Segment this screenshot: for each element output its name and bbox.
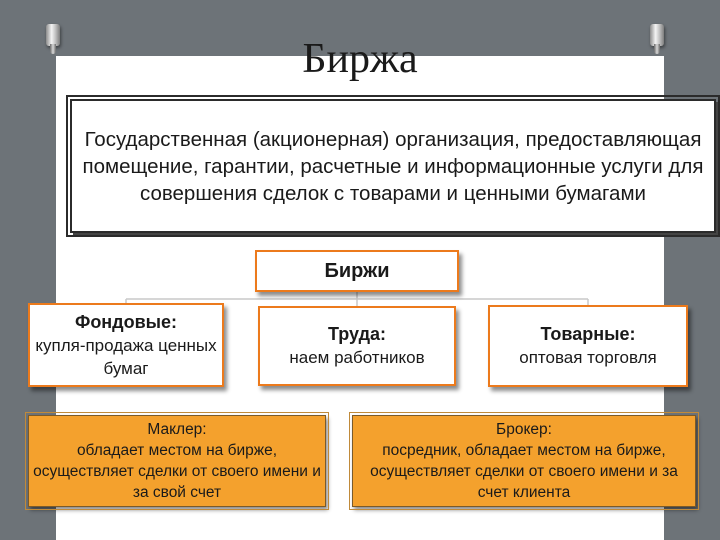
node-stock-description: купля-продажа ценных бумаг bbox=[35, 335, 217, 378]
role-makler bbox=[28, 415, 326, 507]
slide-title: Биржа bbox=[302, 36, 418, 82]
role-makler-description: обладает местом на бирже, осуществляет сделки от своего имени и за свой счет bbox=[33, 442, 321, 501]
node-commodity-exchange bbox=[488, 305, 688, 387]
role-broker-description: посредник, обладает местом на бирже, осуществляет сделки от своего имени и за счет клиента bbox=[370, 442, 678, 501]
definition-text: Государственная (акционерная) организация, предоставляющая помещение, гарантии, расчетные и информационные услуги для совершения сделок с товарами и ценными бумагами bbox=[82, 127, 704, 205]
node-exchanges-label: Биржи bbox=[324, 259, 390, 282]
node-commodity-description: оптовая торговля bbox=[519, 348, 657, 367]
node-labor-exchange bbox=[258, 306, 456, 386]
node-commodity-label: Товарные: bbox=[540, 324, 636, 344]
node-exchanges bbox=[255, 250, 459, 292]
role-broker bbox=[352, 415, 696, 507]
node-stock-exchange bbox=[28, 303, 224, 387]
node-labor-description: наем работников bbox=[289, 348, 425, 367]
node-labor-label: Труда: bbox=[327, 324, 387, 344]
role-makler-label: Маклер: bbox=[147, 421, 207, 438]
node-stock-label: Фондовые: bbox=[74, 311, 178, 332]
role-broker-label: Брокер: bbox=[496, 421, 552, 438]
